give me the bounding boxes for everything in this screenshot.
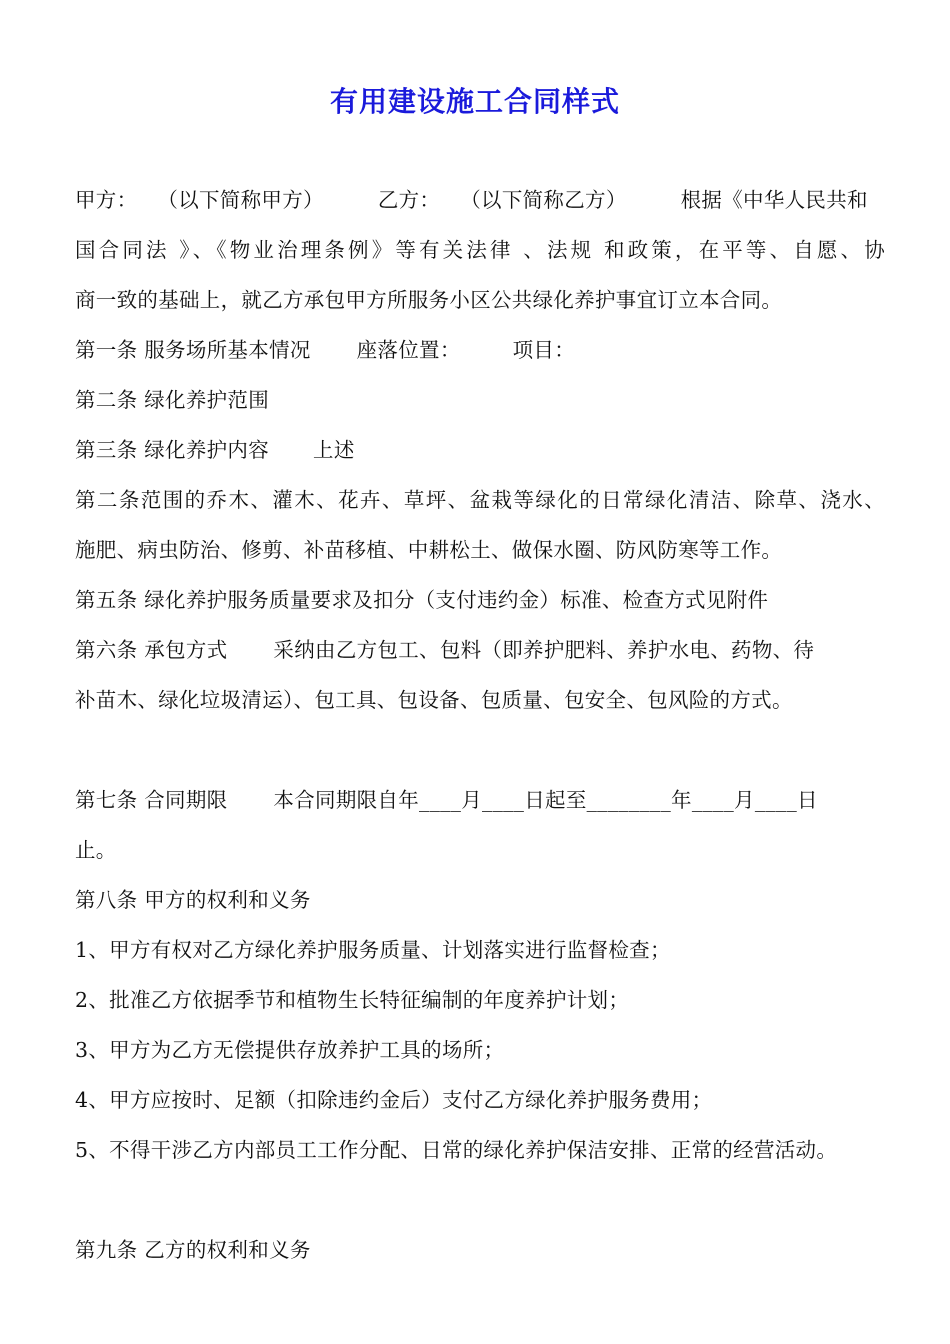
project-label: 项目： xyxy=(512,338,576,362)
article-6-content-line-2: 补苗木、绿化垃圾清运）、包工具、包设备、包质量、包安全、包风险的方式。 xyxy=(75,688,793,712)
article-3-content-start: 上述 xyxy=(313,438,355,462)
document-title: 有用建设施工合同样式 xyxy=(329,85,620,118)
preamble-start: 根据《中华人民共和 xyxy=(680,188,868,212)
contract-term-text: 本合同期限自年____月____日起至________年____月____日 xyxy=(273,788,818,812)
article-6-heading: 第六条 承包方式 xyxy=(75,638,228,662)
preamble-line-3: 商一致的基础上，就乙方承包甲方所服务小区公共绿化养护事宜订立本合同。 xyxy=(75,288,783,312)
article-8-item-1: 1、甲方有权对乙方绿化养护服务质量、计划落实进行监督检查； xyxy=(75,938,671,962)
article-1-line xyxy=(75,335,885,365)
preamble-line-2: 国合同法 》、《物业治理条例》等有关法律 、法规 和政策，在平等、自愿、协 xyxy=(75,238,885,262)
article-8-item-4: 4、甲方应按时、足额（扣除违约金后）支付乙方绿化养护服务费用； xyxy=(75,1088,713,1112)
article-6-line xyxy=(75,635,885,665)
party-b-label: 乙方： xyxy=(377,188,441,212)
article-8-item-2: 2、批准乙方依据季节和植物生长特征编制的年度养护计划； xyxy=(75,988,630,1012)
article-5-line: 第五条 绿化养护服务质量要求及扣分（支付违约金）标准、检查方式见附件 xyxy=(75,588,769,612)
article-6-content-start: 采纳由乙方包工、包料（即养护肥料、养护水电、药物、待 xyxy=(273,638,815,662)
article-8-item-3: 3、甲方为乙方无偿提供存放养护工具的场所； xyxy=(75,1038,505,1062)
article-3-content-line-2: 施肥、病虫防治、修剪、补苗移植、中耕松土、做保水圈、防风防寒等工作。 xyxy=(75,538,783,562)
article-8-heading: 第八条 甲方的权利和义务 xyxy=(75,888,311,912)
article-9-heading: 第九条 乙方的权利和义务 xyxy=(75,1238,311,1262)
party-a-label: 甲方： xyxy=(75,188,138,212)
article-3-line xyxy=(75,435,885,465)
article-7-line xyxy=(75,785,885,815)
party-a-note: （以下简称甲方） xyxy=(157,188,324,212)
party-b-note: （以下简称乙方） xyxy=(460,188,627,212)
article-3-content-line-1: 第二条范围的乔木、灌木、花卉、草坪、盆栽等绿化的日常绿化清洁、除草、浇水、 xyxy=(75,488,885,512)
article-3-heading: 第三条 绿化养护内容 xyxy=(75,438,270,462)
article-8-item-5: 5、不得干涉乙方内部员工工作分配、日常的绿化养护保洁安排、正常的经营活动。 xyxy=(75,1138,838,1162)
article-7-heading: 第七条 合同期限 xyxy=(75,788,228,812)
article-2-heading: 第二条 绿化养护范围 xyxy=(75,388,270,412)
article-7-line-end: 止。 xyxy=(75,838,117,862)
location-label: 座落位置： xyxy=(356,338,461,362)
party-intro-line xyxy=(75,185,885,215)
article-1-heading: 第一条 服务场所基本情况 xyxy=(75,338,311,362)
